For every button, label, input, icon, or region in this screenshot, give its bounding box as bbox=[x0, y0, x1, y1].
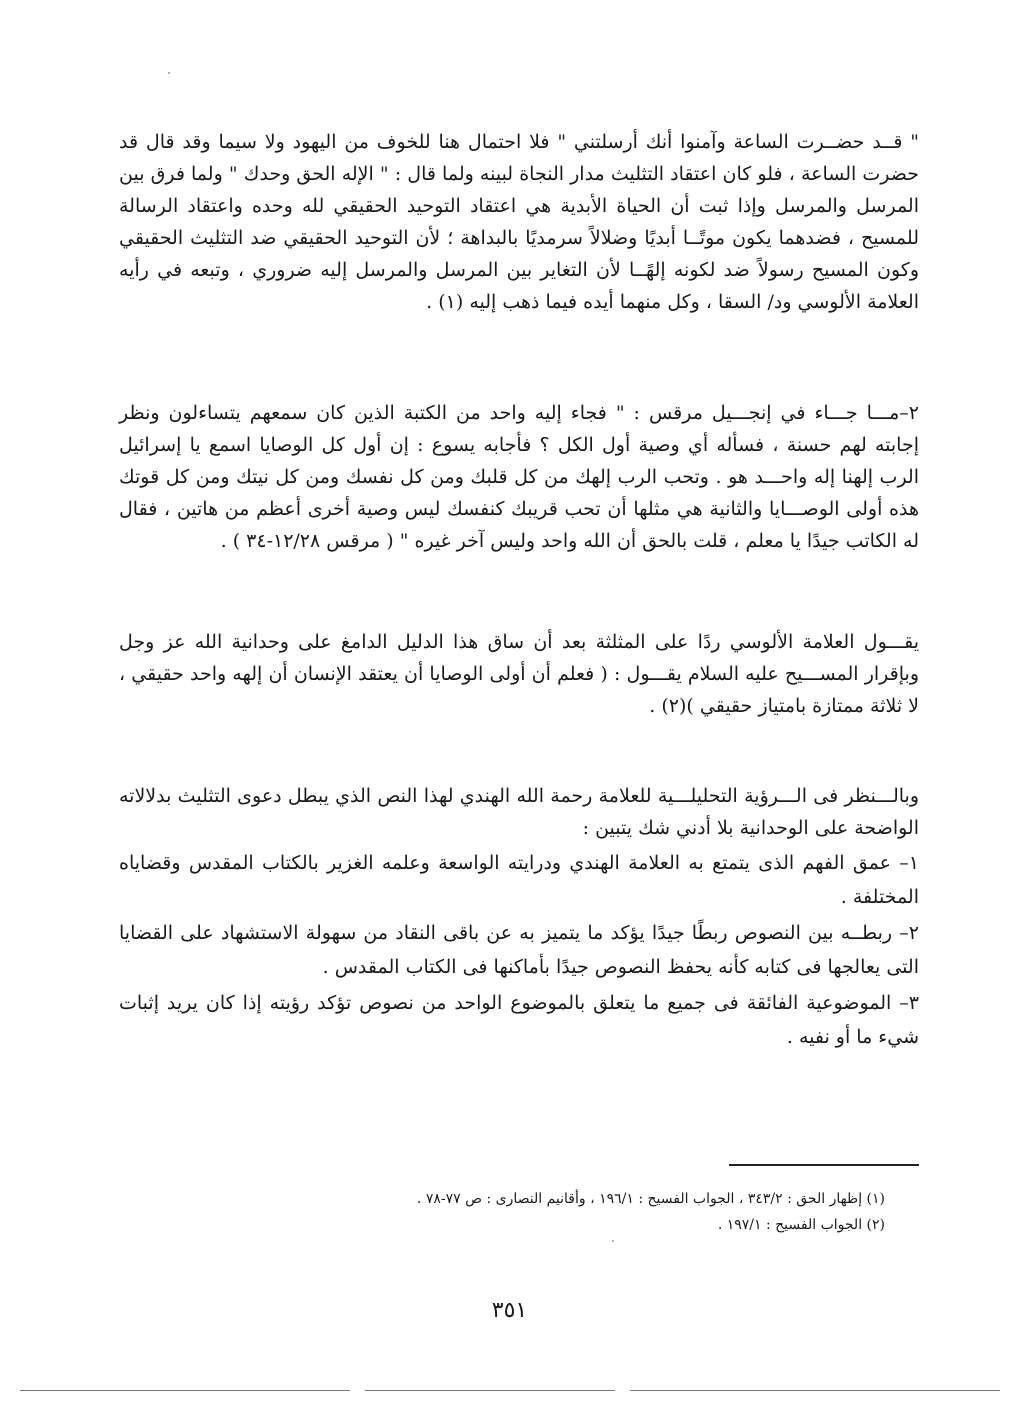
scan-edge-line bbox=[20, 1390, 350, 1391]
page-number: ٣٥١ bbox=[491, 1298, 528, 1323]
scan-speck bbox=[168, 72, 170, 74]
scan-edge-line bbox=[365, 1390, 615, 1391]
list-item: ٢– ربطــه بين النصوص ربطًا جيدًا يؤكد ما يتميز به عن باقى النقاد من سهولة الاستشهاد على القضايا التى يعالجها فى كتابه كأنه يحفظ النصوص جيدًا بأماكنها فى الكتاب المقدس . bbox=[119, 922, 919, 978]
paragraph-2: ٢–مـــا جـــاء في إنجـــيل مرقس : " فجاء إليه واحد من الكتبة الذين كان سمعهم يتساءلون ونظر إجابته لهم حسنة ، فسأله أي وصية أول الكل ؟ فأجابه يسوع : إن أول كل الوصايا اسمع يا إسرائيل الرب إلهنا إله واحـــد هو . وتحب الرب إلهك من كل قلبك ومن كل نفسك ومن كل نيتك ومن كل قوتك هذه أولى الوصـــايا والثانية هي مثلها أن تحب قريبك كنفسك ليس وصية أخرى أعظم من هاتين ، فقال له الكاتب جيدًا يا معلم ، قلت بالحق أن الله واحد وليس آخر غيره " ( مرقس ١٢/٢٨-٣٤ ) . bbox=[119, 402, 919, 552]
paragraph-3: يقـــول العلامة الألوسي ردًا على المثلثة بعد أن ساق هذا الدليل الدامغ على وحدانية الله عز وجل وبإقرار المســـيح عليه السلام يقـــول : ( فعلم أن أولى الوصايا أن يعتقد الإنسان أن إلهه واحد حقيقي ، لا ثلاثة ممتازة بامتياز حقيقي )(٢) . bbox=[119, 631, 919, 717]
footnote-1: (١) إظهار الحق : ٣٤٣/٢ ، الجواب الفسيح : ١٩٦/١ ، وأقانيم النصارى : ص ٧٧-٧٨ . bbox=[416, 1191, 885, 1207]
paragraph-4: وبالـــنظر فى الـــرؤية التحليلـــية للعلامة رحمة الله الهندي لهذا النص الذي يبطل دعوى التثليث بدلالاته الواضحة على الوحدانية بلا أدني شك يتبين : bbox=[119, 785, 919, 839]
list-item: ١– عمق الفهم الذى يتمتع به العلامة الهندي ودرايته الواسعة وعلمه الغزير بالكتاب المقدس وقضاياه المختلفة . bbox=[119, 852, 919, 908]
paragraph-1: " قــد حضــرت الساعة وآمنوا أنك أرسلتني " فلا احتمال هنا للخوف من اليهود ولا سيما وقد قال قد حضرت الساعة ، فلو كان اعتقاد التثليث مدار النجاة لبينه ولما قال : " الإله الحق وحدك " ولما فرق بين المرسل والمرسل وإذا ثبت أن الحياة الأبدية هي اعتقاد التوحيد الحقيقي لله وحده واعتقاد الرسالة للمسيح ، فضدهما يكون موتًــا أبديًا وضلالاً سرمديًا بالبداهة ؛ لأن التوحيد الحقيقي ضد التثليث الحقيقي وكون المسيح رسولاً ضد لكونه إلهًــا لأن التغاير بين المرسل والمرسل إليه ضروري ، وتبعه في رأيه العلامة الألوسي ود/ السقا ، وكل منهما أيده فيما ذهب إليه (١) . bbox=[119, 131, 919, 313]
footnote-separator bbox=[729, 1164, 919, 1166]
numbered-list bbox=[119, 846, 919, 1056]
scan-speck bbox=[612, 1240, 614, 1242]
footnotes bbox=[285, 1186, 885, 1238]
scan-edge-line bbox=[630, 1390, 1000, 1391]
footnote-2: (٢) الجواب الفسيح : ١٩٧/١ . bbox=[717, 1217, 885, 1233]
list-item: ٣– الموضوعية الفائقة فى جميع ما يتعلق بالموضوع الواحد من نصوص تؤكد رؤيته إذا كان يريد إثبات شيء ما أو نفيه . bbox=[119, 992, 919, 1048]
